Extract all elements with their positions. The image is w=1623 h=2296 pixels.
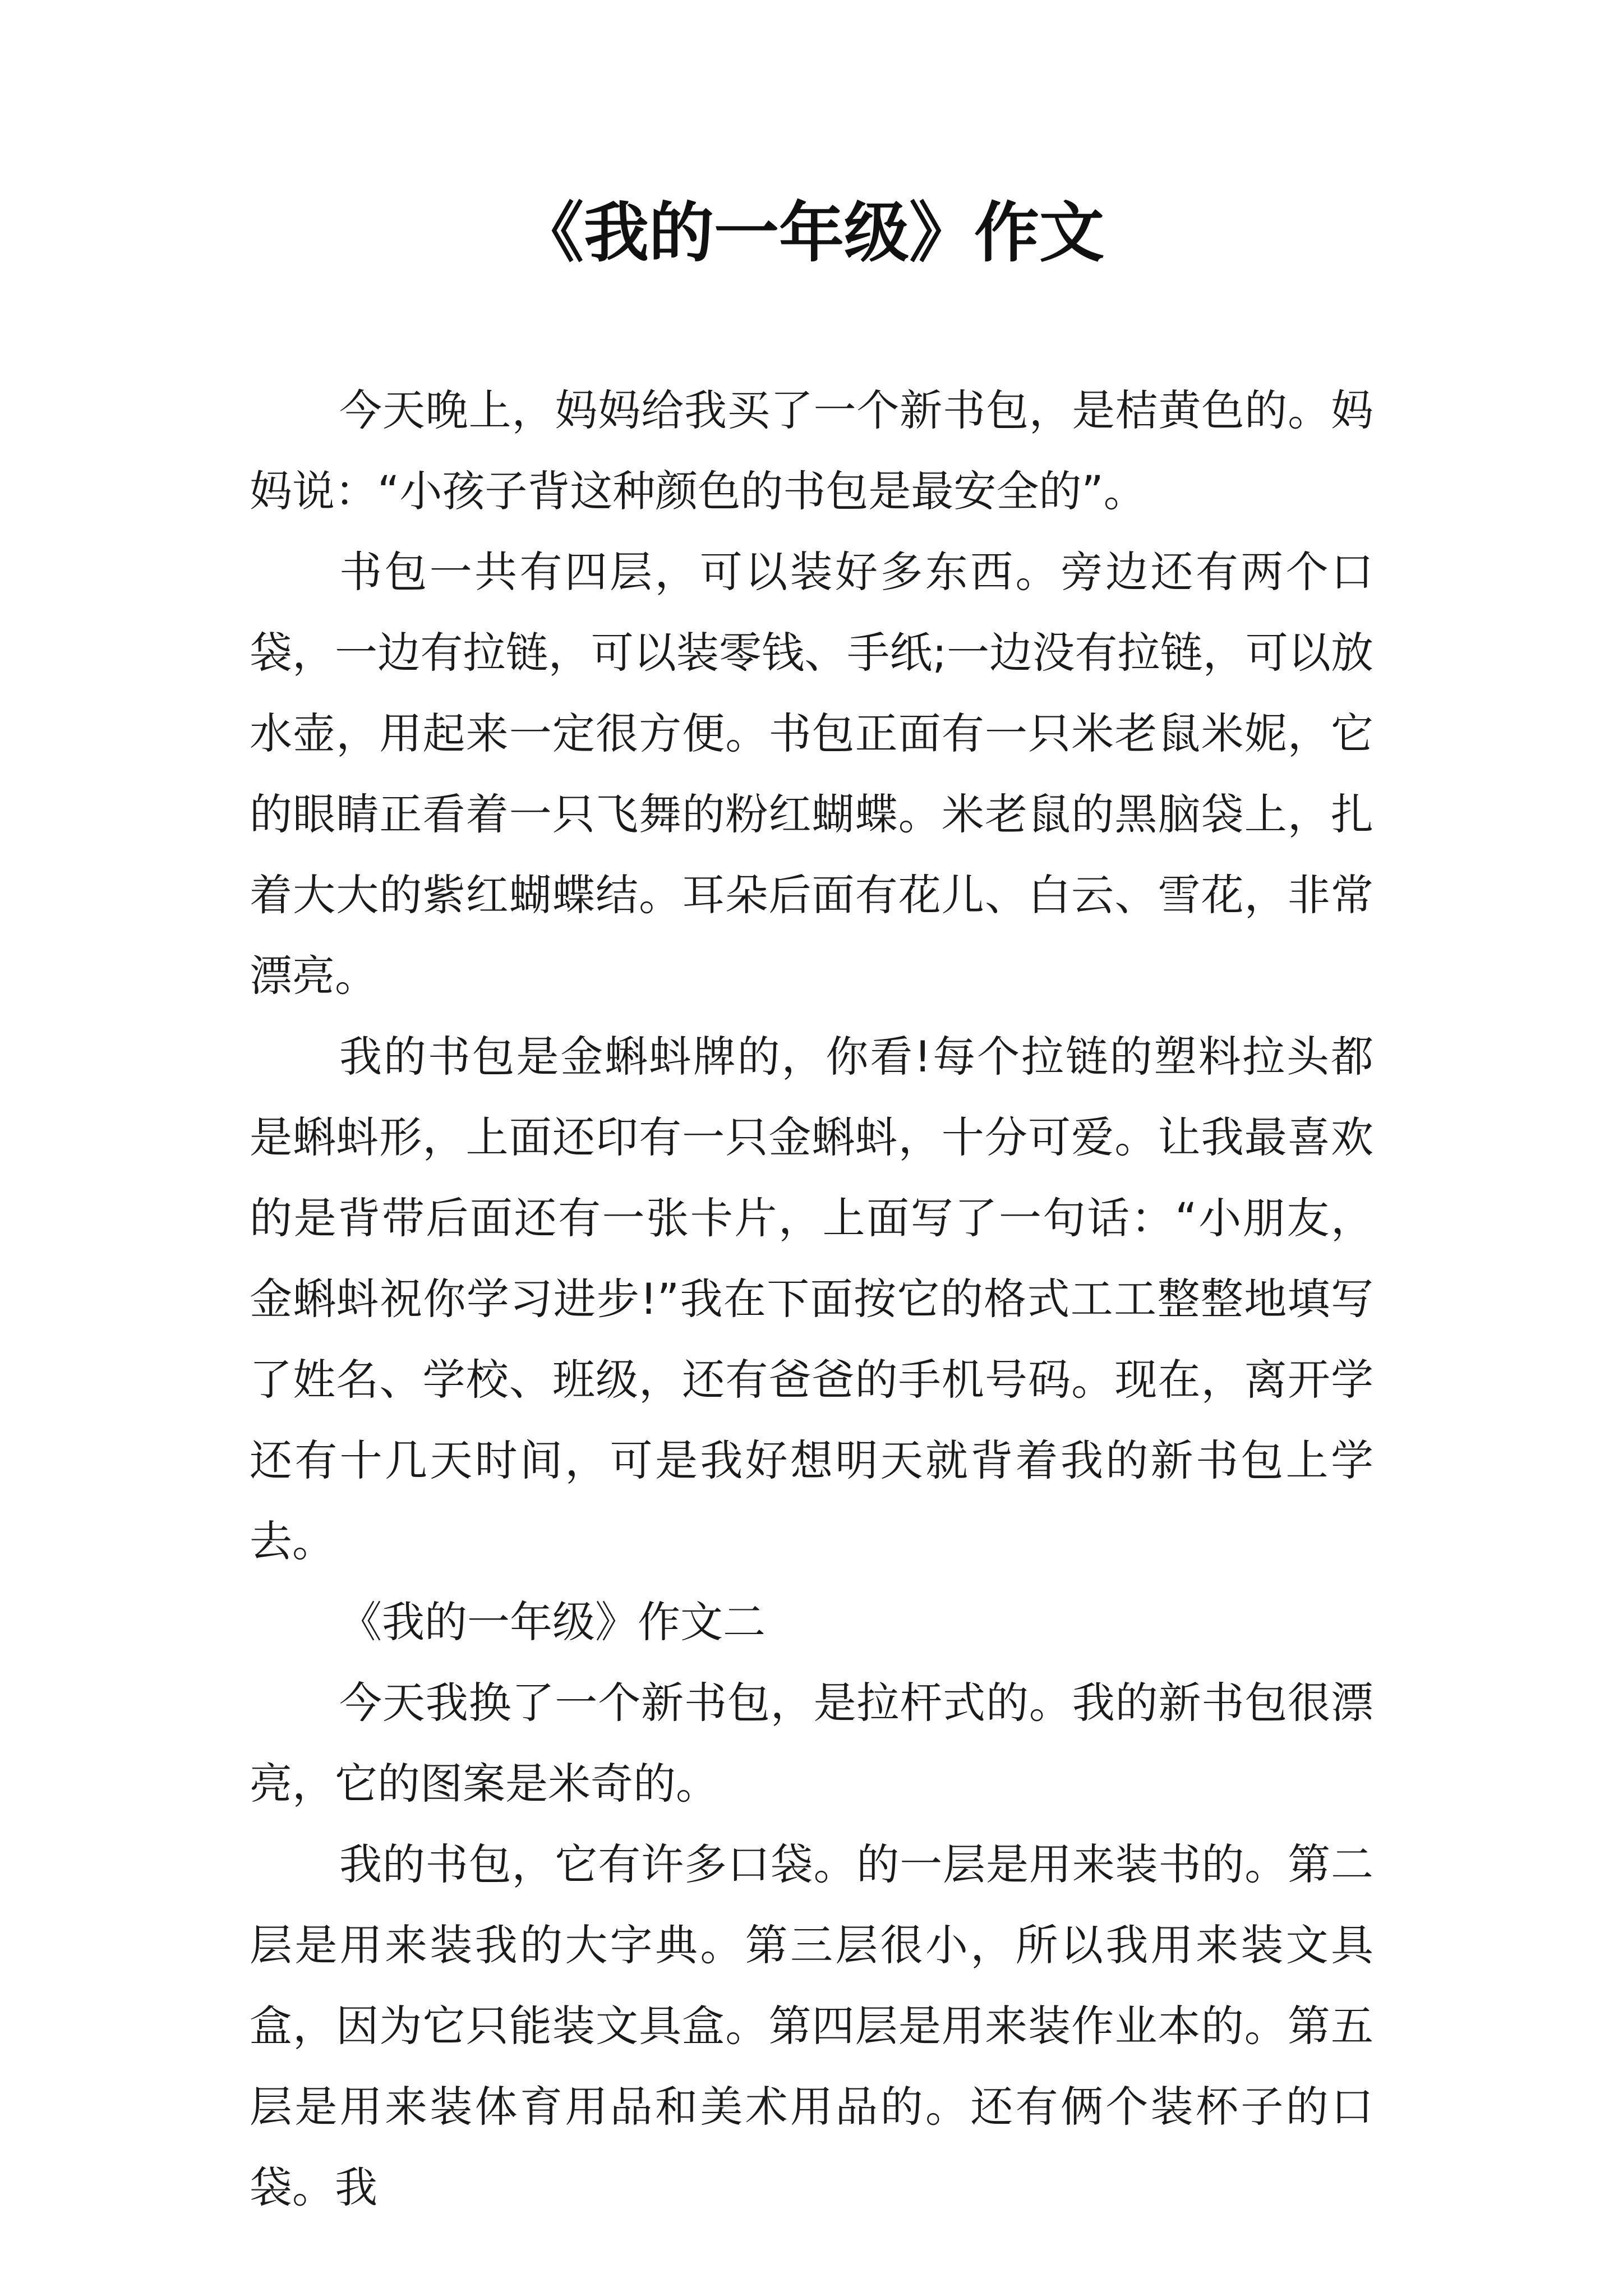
- section-heading: 《我的一年级》作文二: [339, 1597, 766, 1647]
- paragraph-4: 今天我换了一个新书包，是拉杆式的。我的新书包很漂亮，它的图案是米奇的。: [250, 1678, 1373, 1809]
- paragraph-1: 今天晚上，妈妈给我买了一个新书包，是桔黄色的。妈妈说：“小孩子背这种颜色的书包是最安全的”。: [250, 385, 1373, 516]
- document-title: 《我的一年级》作文: [519, 195, 1104, 271]
- paragraph-5: 我的书包，它有许多口袋。的一层是用来装书的。第二层是用来装我的大字典。第三层很小，所以我用来装文具盒，因为它只能装文具盒。第四层是用来装作业本的。第五层是用来装体育用品和美术用品的。还有俩个装杯子的口袋。我: [250, 1839, 1373, 2212]
- paragraph-2: 书包一共有四层，可以装好多东西。旁边还有两个口袋，一边有拉链，可以装零钱、手纸;一边没有拉链，可以放水壶，用起来一定很方便。书包正面有一只米老鼠米妮，它的眼睛正看着一只飞舞的粉红蝴蝶。米老鼠的黑脑袋上，扎着大大的紫红蝴蝶结。耳朵后面有花儿、白云、雪花，非常漂亮。: [250, 547, 1373, 1001]
- document-body: [250, 370, 1373, 2228]
- paragraph-3: 我的书包是金蝌蚪牌的，你看!每个拉链的塑料拉头都是蝌蚪形，上面还印有一只金蝌蚪，十分可爱。让我最喜欢的是背带后面还有一张卡片，上面写了一句话：“小朋友，金蝌蚪祝你学习进步!”我在下面按它的格式工工整整地填写了姓名、学校、班级，还有爸爸的手机号码。现在，离开学还有十几天时间，可是我好想明天就背着我的新书包上学去。: [250, 1032, 1373, 1566]
